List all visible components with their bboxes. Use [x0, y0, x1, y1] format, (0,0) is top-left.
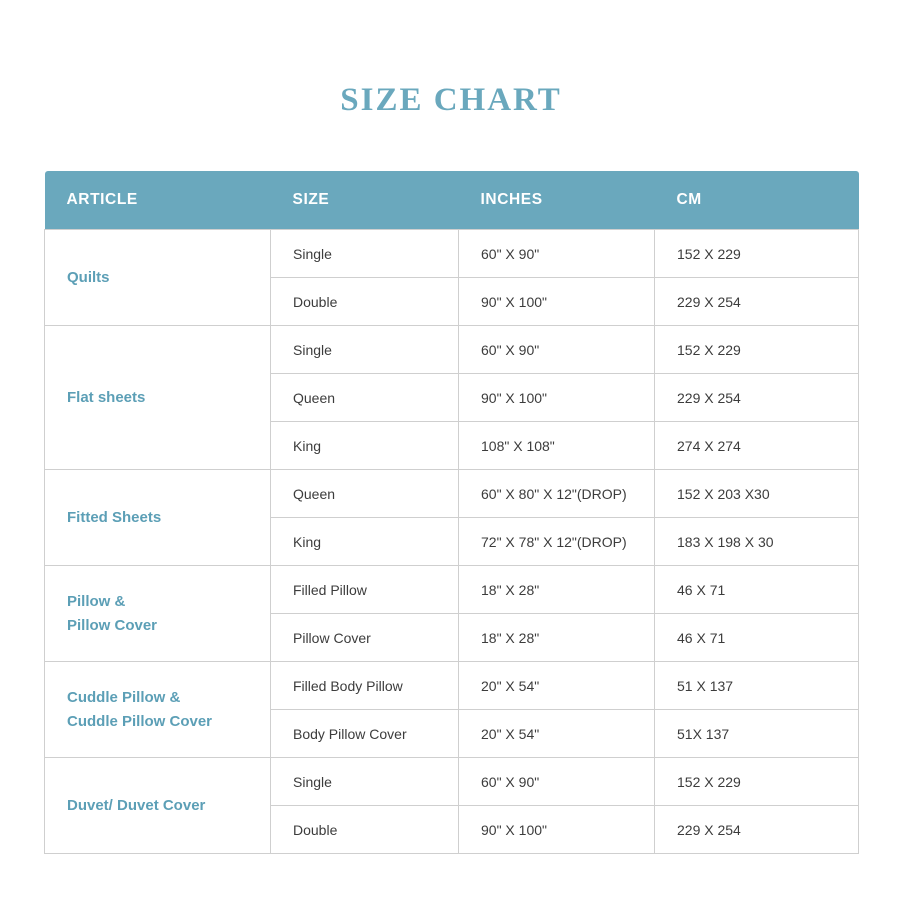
cm-cell: 152 X 229 [655, 326, 859, 374]
inches-cell: 18" X 28" [459, 614, 655, 662]
article-cell-pillow: Pillow & Pillow Cover [45, 566, 271, 662]
inches-cell: 90" X 100" [459, 278, 655, 326]
cm-cell: 51 X 137 [655, 662, 859, 710]
cm-cell: 46 X 71 [655, 566, 859, 614]
table-row [45, 470, 859, 518]
inches-cell: 90" X 100" [459, 806, 655, 854]
inches-cell: 18" X 28" [459, 566, 655, 614]
cm-cell: 46 X 71 [655, 614, 859, 662]
page-title: SIZE CHART [340, 82, 562, 118]
inches-cell: 20" X 54" [459, 662, 655, 710]
size-cell: Queen [271, 374, 459, 422]
article-cell-cuddle-pillow: Cuddle Pillow & Cuddle Pillow Cover [45, 662, 271, 758]
cm-cell: 229 X 254 [655, 278, 859, 326]
column-header-cm: CM [655, 171, 859, 230]
size-cell: Double [271, 278, 459, 326]
cm-cell: 183 X 198 X 30 [655, 518, 859, 566]
cm-cell: 229 X 254 [655, 806, 859, 854]
table-body [45, 230, 859, 854]
inches-cell: 60" X 90" [459, 230, 655, 278]
inches-cell: 90" X 100" [459, 374, 655, 422]
size-cell: Single [271, 758, 459, 806]
size-cell: Single [271, 326, 459, 374]
table-header [45, 171, 859, 230]
inches-cell: 60" X 80" X 12"(DROP) [459, 470, 655, 518]
size-cell: Double [271, 806, 459, 854]
table-header-row [45, 171, 859, 230]
size-cell: King [271, 518, 459, 566]
cm-cell: 152 X 203 X30 [655, 470, 859, 518]
table-row [45, 566, 859, 614]
article-cell-quilts: Quilts [45, 230, 271, 326]
cm-cell: 229 X 254 [655, 374, 859, 422]
table-row [45, 662, 859, 710]
size-cell: Body Pillow Cover [271, 710, 459, 758]
size-cell: King [271, 422, 459, 470]
inches-cell: 72" X 78" X 12"(DROP) [459, 518, 655, 566]
table-row [45, 326, 859, 374]
cm-cell: 152 X 229 [655, 758, 859, 806]
size-cell: Pillow Cover [271, 614, 459, 662]
inches-cell: 108" X 108" [459, 422, 655, 470]
cm-cell: 51X 137 [655, 710, 859, 758]
size-chart-table [44, 171, 859, 854]
size-chart-table-wrapper [44, 171, 858, 854]
size-cell: Queen [271, 470, 459, 518]
inches-cell: 60" X 90" [459, 326, 655, 374]
article-cell-fitted-sheets: Fitted Sheets [45, 470, 271, 566]
table-row [45, 230, 859, 278]
column-header-size: SIZE [271, 171, 459, 230]
table-row [45, 758, 859, 806]
cm-cell: 274 X 274 [655, 422, 859, 470]
inches-cell: 20" X 54" [459, 710, 655, 758]
cm-cell: 152 X 229 [655, 230, 859, 278]
size-cell: Filled Body Pillow [271, 662, 459, 710]
inches-cell: 60" X 90" [459, 758, 655, 806]
article-cell-flat-sheets: Flat sheets [45, 326, 271, 470]
article-cell-duvet: Duvet/ Duvet Cover [45, 758, 271, 854]
size-cell: Filled Pillow [271, 566, 459, 614]
column-header-article: ARTICLE [45, 171, 271, 230]
size-cell: Single [271, 230, 459, 278]
column-header-inches: INCHES [459, 171, 655, 230]
